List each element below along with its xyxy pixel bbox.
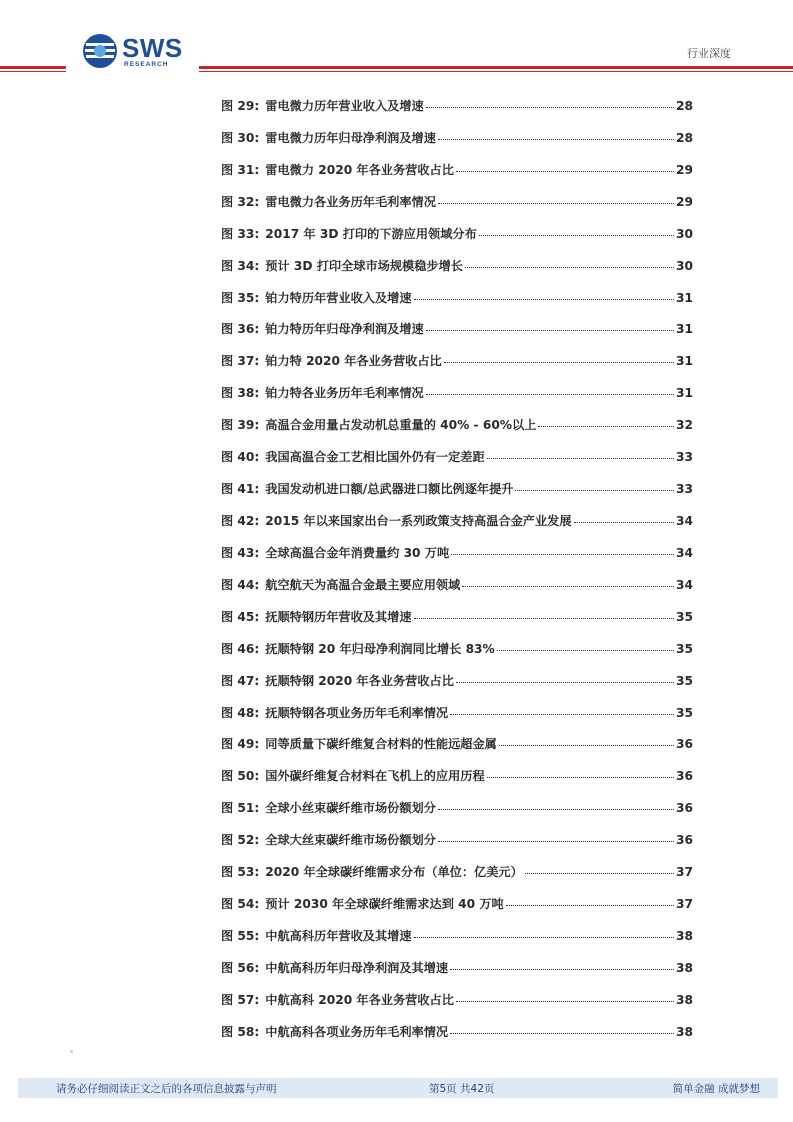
toc-entry-title: 2020 年全球碳纤维需求分布（单位：亿美元） [265,865,523,880]
toc-entry-label: 图 38: [221,386,260,401]
toc-entry[interactable] [221,289,693,321]
toc-entry-label: 图 53: [221,865,260,880]
toc-entry-page: 33 [676,482,693,497]
toc-entry-title: 2017 年 3D 打印的下游应用领域分布 [265,226,477,241]
toc-entry-title: 我国高温合金工艺相比国外仍有一定差距 [265,450,485,465]
toc-entry[interactable] [221,767,693,799]
toc-entry-label: 图 54: [221,897,260,912]
footer-slogan: 简单金融 成就梦想 [672,1083,760,1095]
toc-entry-label: 图 31: [221,162,260,177]
header-rule-left-thin [0,71,66,72]
toc-entry-label: 图 44: [221,577,260,592]
toc-entry-label: 图 47: [221,673,260,688]
toc-dot-leader [450,714,674,715]
toc-entry-page: 31 [676,322,693,337]
toc-entry-page: 32 [676,418,693,433]
toc-dot-leader [456,1001,674,1002]
toc-dot-leader [574,522,674,523]
toc-entry-page: 36 [676,833,693,848]
toc-entry-label: 图 45: [221,609,260,624]
toc-entry-title: 铂力特各业务历年毛利率情况 [265,386,424,401]
toc-entry-page: 31 [676,386,693,401]
toc-entry-page: 31 [676,354,693,369]
toc-entry-label: 图 51: [221,801,260,816]
toc-entry[interactable] [221,384,693,416]
toc-entry-title: 雷电微力各业务历年毛利率情况 [265,194,436,209]
toc-entry[interactable] [221,161,693,193]
toc-entry-page: 36 [676,801,693,816]
toc-entry-page: 34 [676,545,693,560]
toc-entry-label: 图 33: [221,226,260,241]
header-rule-right [199,66,793,69]
header-rule-right-thin [199,71,793,72]
toc-dot-leader [515,490,674,491]
toc-entry[interactable] [221,863,693,895]
toc-entry[interactable] [221,576,693,608]
toc-entry[interactable] [221,672,693,704]
toc-entry-title: 抚顺特钢历年营收及其增速 [265,609,412,624]
toc-entry-title: 同等质量下碳纤维复合材料的性能远超金属 [265,737,497,752]
toc-entry[interactable] [221,544,693,576]
toc-dot-leader [538,426,674,427]
toc-entry-label: 图 37: [221,354,260,369]
toc-entry[interactable] [221,97,693,129]
toc-dot-leader [487,777,674,778]
toc-dot-leader [426,330,674,331]
toc-entry-title: 雷电微力历年营业收入及增速 [265,99,424,113]
toc-entry-label: 图 52: [221,833,260,848]
toc-entry[interactable] [221,320,693,352]
toc-dot-leader [525,873,674,874]
toc-entry-title: 铂力特历年归母净利润及增速 [265,322,424,337]
toc-entry[interactable] [221,831,693,863]
toc-entry-title: 全球小丝束碳纤维市场份额划分 [265,801,436,816]
toc-dot-leader [438,809,674,810]
toc-entry-title: 抚顺特钢 2020 年各业务营收占比 [265,673,454,688]
toc-entry-label: 图 56: [221,960,260,975]
footer-page-info: 第5页 共42页 [429,1083,495,1095]
toc-dot-leader [506,905,674,906]
toc-dot-leader [479,235,674,236]
toc-entry-label: 图 29: [221,99,260,113]
toc-entry-page: 35 [676,705,693,720]
figure-table-of-contents [221,97,693,1055]
toc-entry-page: 36 [676,769,693,784]
toc-entry-page: 30 [676,226,693,241]
logo-brand-text: SWS [122,33,183,63]
header-rule-left [0,66,66,69]
toc-entry-label: 图 32: [221,194,260,209]
toc-entry[interactable] [221,704,693,736]
toc-entry-page: 37 [676,865,693,880]
toc-entry-title: 铂力特历年营业收入及增速 [265,290,412,305]
toc-entry[interactable] [221,927,693,959]
toc-entry-title: 航空航天为高温合金最主要应用领域 [265,577,461,592]
toc-entry-page: 28 [676,99,693,113]
toc-entry-title: 中航高科历年归母净利润及其增速 [265,960,449,975]
toc-entry-page: 34 [676,577,693,592]
toc-dot-leader [438,203,674,204]
toc-dot-leader [438,139,674,140]
toc-dot-leader [444,362,674,363]
toc-entry-label: 图 43: [221,545,260,560]
toc-entry-title: 雷电微力 2020 年各业务营收占比 [265,162,454,177]
toc-dot-leader [456,171,674,172]
toc-entry-page: 35 [676,673,693,688]
toc-dot-leader [499,745,674,746]
toc-entry[interactable] [221,735,693,767]
toc-entry-label: 图 57: [221,992,260,1007]
toc-dot-leader [462,586,674,587]
toc-entry-label: 图 46: [221,641,260,656]
toc-entry-page: 30 [676,258,693,273]
logo-brand-sub: RESEARCH [124,61,169,68]
toc-entry-page: 38 [676,992,693,1007]
toc-entry[interactable] [221,352,693,384]
toc-entry-label: 图 40: [221,450,260,465]
toc-entry[interactable] [221,257,693,289]
toc-entry-label: 图 36: [221,322,260,337]
toc-dot-leader [487,458,674,459]
toc-dot-leader [426,394,674,395]
toc-entry-title: 中航高科 2020 年各业务营收占比 [265,992,454,1007]
toc-entry-title: 我国发动机进口额/总武器进口额比例逐年提升 [265,482,514,497]
toc-entry-label: 图 48: [221,705,260,720]
page-footer [18,1078,778,1098]
toc-entry-page: 36 [676,737,693,752]
toc-entry-page: 37 [676,897,693,912]
toc-entry-label: 图 42: [221,513,260,528]
toc-entry-page: 38 [676,928,693,943]
toc-entry[interactable] [221,640,693,672]
toc-entry-title: 2015 年以来国家出台一系列政策支持高温合金产业发展 [265,513,572,528]
toc-entry-label: 图 30: [221,130,260,145]
toc-entry-page: 29 [676,162,693,177]
toc-entry-page: 34 [676,513,693,528]
toc-entry-label: 图 34: [221,258,260,273]
toc-dot-leader [438,841,674,842]
toc-entry[interactable] [221,1023,693,1055]
toc-entry[interactable] [221,225,693,257]
toc-entry-label: 图 58: [221,1024,260,1039]
toc-entry[interactable] [221,959,693,991]
toc-entry[interactable] [221,416,693,448]
toc-dot-leader [451,554,674,555]
toc-entry-title: 高温合金用量占发动机总重量的 40% - 60%以上 [265,418,537,433]
toc-entry[interactable] [221,512,693,544]
page-header [0,0,793,80]
toc-entry-label: 图 41: [221,482,260,497]
toc-entry[interactable] [221,480,693,512]
toc-entry-page: 29 [676,194,693,209]
toc-entry-page: 33 [676,450,693,465]
toc-entry-title: 中航高科历年营收及其增速 [265,928,412,943]
page-dot-mark [70,1050,73,1053]
toc-entry-title: 全球大丝束碳纤维市场份额划分 [265,833,436,848]
toc-entry-title: 预计 3D 打印全球市场规模稳步增长 [265,258,463,273]
toc-entry-title: 抚顺特钢 20 年归母净利润同比增长 83% [265,641,495,656]
toc-entry-page: 35 [676,609,693,624]
report-type-tag: 行业深度 [687,47,731,60]
toc-dot-leader [450,1033,674,1034]
toc-dot-leader [426,107,674,108]
toc-entry-page: 28 [676,130,693,145]
toc-entry-title: 抚顺特钢各项业务历年毛利率情况 [265,705,449,720]
toc-entry-title: 全球高温合金年消费量约 30 万吨 [265,545,450,560]
sws-logo [82,30,192,74]
toc-entry-title: 预计 2030 年全球碳纤维需求达到 40 万吨 [265,897,504,912]
toc-entry-label: 图 49: [221,737,260,752]
toc-entry-page: 38 [676,1024,693,1039]
toc-entry[interactable] [221,608,693,640]
toc-entry-title: 雷电微力历年归母净利润及增速 [265,130,436,145]
toc-entry-label: 图 50: [221,769,260,784]
toc-entry-label: 图 39: [221,418,260,433]
toc-entry[interactable] [221,799,693,831]
toc-entry-label: 图 55: [221,928,260,943]
toc-entry[interactable] [221,991,693,1023]
logo-globe-icon [82,33,118,69]
toc-entry[interactable] [221,129,693,161]
toc-entry[interactable] [221,193,693,225]
toc-entry-page: 31 [676,290,693,305]
toc-entry-title: 铂力特 2020 年各业务营收占比 [265,354,442,369]
footer-disclaimer: 请务必仔细阅读正文之后的各项信息披露与声明 [56,1083,277,1095]
toc-entry-title: 中航高科各项业务历年毛利率情况 [265,1024,449,1039]
toc-dot-leader [414,937,675,938]
toc-dot-leader [465,267,674,268]
toc-dot-leader [456,682,674,683]
toc-entry[interactable] [221,448,693,480]
toc-dot-leader [414,299,675,300]
toc-entry-page: 38 [676,960,693,975]
toc-dot-leader [414,618,675,619]
toc-entry-title: 国外碳纤维复合材料在飞机上的应用历程 [265,769,485,784]
toc-entry-label: 图 35: [221,290,260,305]
toc-entry-page: 35 [676,641,693,656]
toc-dot-leader [450,969,674,970]
toc-entry[interactable] [221,895,693,927]
toc-dot-leader [497,650,674,651]
